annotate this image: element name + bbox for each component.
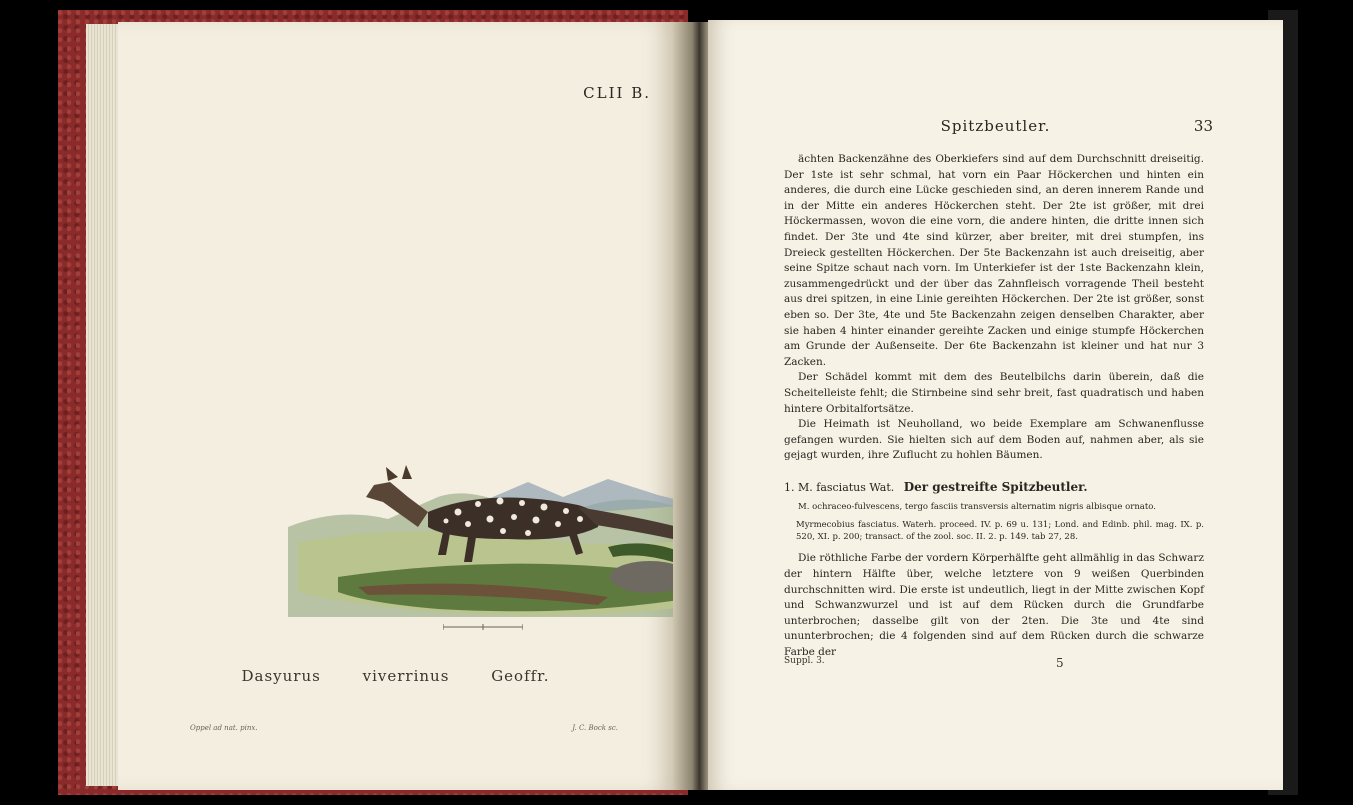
engraver-credit: J. C. Bock sc. xyxy=(572,724,618,732)
open-book xyxy=(58,10,1298,795)
species-diagnosis: M. ochraceo-fulvescens, tergo fasciis transversis alternatim nigris albisque ornato. xyxy=(798,502,1156,513)
species-heading xyxy=(784,480,1204,496)
running-head: Spitzbeutler. xyxy=(940,117,1051,135)
signature-number: 5 xyxy=(1056,656,1064,670)
caption-author: Geoffr. xyxy=(491,667,550,685)
caption-species: viverrinus xyxy=(362,667,450,685)
species-heading-latin: 1. M. fasciatus Wat. xyxy=(784,480,895,494)
plate-number: CLII B. xyxy=(583,84,651,102)
artist-credit: Oppel ad nat. pinx. xyxy=(190,724,258,732)
species-synonymy: Myrmecobius fasciatus. Waterh. proceed. IV. p. 69 u. 131; Lond. and Edinb. phil. mag. IX. p. 520, XI. p. 200; transact. of the zool. soc. II. 2. p. 149. tab 27, 28. xyxy=(796,520,1204,543)
paragraph-habitat: Die Heimath ist Neuholland, wo beide Exemplare am Schwanenflusse gefangen wurden. Sie hielten sich auf dem Boden auf, nahmen aber, als sie gejagt wurden, ihre Zuflucht zu hohlen Bäumen. xyxy=(784,418,1204,462)
plate-page xyxy=(118,22,673,790)
printer-signature: Suppl. 3. xyxy=(784,656,825,666)
quoll-illustration xyxy=(278,427,738,637)
species-heading-german: Der gestreifte Spitzbeutler. xyxy=(903,479,1088,494)
plate-caption xyxy=(118,667,673,685)
text-page xyxy=(708,20,1283,790)
paragraph-teeth: ächten Backenzähne des Oberkiefers sind auf dem Durchschnitt dreiseitig. Der 1ste ist sehr schmal, hat vorn ein Paar Höckerchen und hinten ein anderes, die durch eine Lücke geschieden sind, an deren innerem Rande und in der Mitte ein anderes Höckerchen steht. Der 2te ist größer, mit drei Höckermassen, wovon die eine vorn, die andere hinten, die dritte innen sich findet. Der 3te und 4te sind kürzer, aber breiter, mit drei stumpfen, ins Dreieck gestellten Höckerchen. Der 5te Backenzahn ist auch dreiseitig, aber seine Spitze schaut nach vorn. Im Unterkiefer ist der 1ste Backenzahn klein, zusammengedrückt und der über das Zahnfleisch vorragende Theil besteht aus drei spitzen, in eine Linie gereihten Höckerchen. Der 2te ist größer, sonst eben so. Der 3te, 4te und 5te Backenzahn zeigen denselben Charakter, aber sie haben 4 hinter einander gereihte Zacken und einige stumpfe Höckerchen am Grunde der Außenseite. Der 6te Backenzahn ist kleiner und hat nur 3 Zacken. xyxy=(784,153,1204,368)
page-body xyxy=(784,152,1204,661)
paragraph-coloration: Die röthliche Farbe der vordern Körperhälfte geht allmählig in das Schwarz der hintern Hälfte über, welche letztere von 9 weißen Querbinden durchschnitten wird. Die erste ist undeutlich, liegt in der Mitte zwischen Kopf und Schwanzwurzel und ist auf dem Rücken durch die Grundfarbe unterbrochen; dasselbe gilt von der 2ten. Die 3te und 4te sind ununterbrochen; die 4 folgenden sind auf dem Rücken durch die schwarze Farbe der xyxy=(784,552,1204,659)
scale-bar xyxy=(443,624,523,630)
paragraph-skull: Der Schädel kommt mit dem des Beutelbilchs darin überein, daß die Scheitelleiste fehlt; die Stirnbeine sind sehr breit, fast quadratisch und haben hintere Orbitalfortsätze. xyxy=(784,371,1204,415)
page-number: 33 xyxy=(1193,117,1213,135)
caption-genus: Dasyurus xyxy=(241,667,321,685)
